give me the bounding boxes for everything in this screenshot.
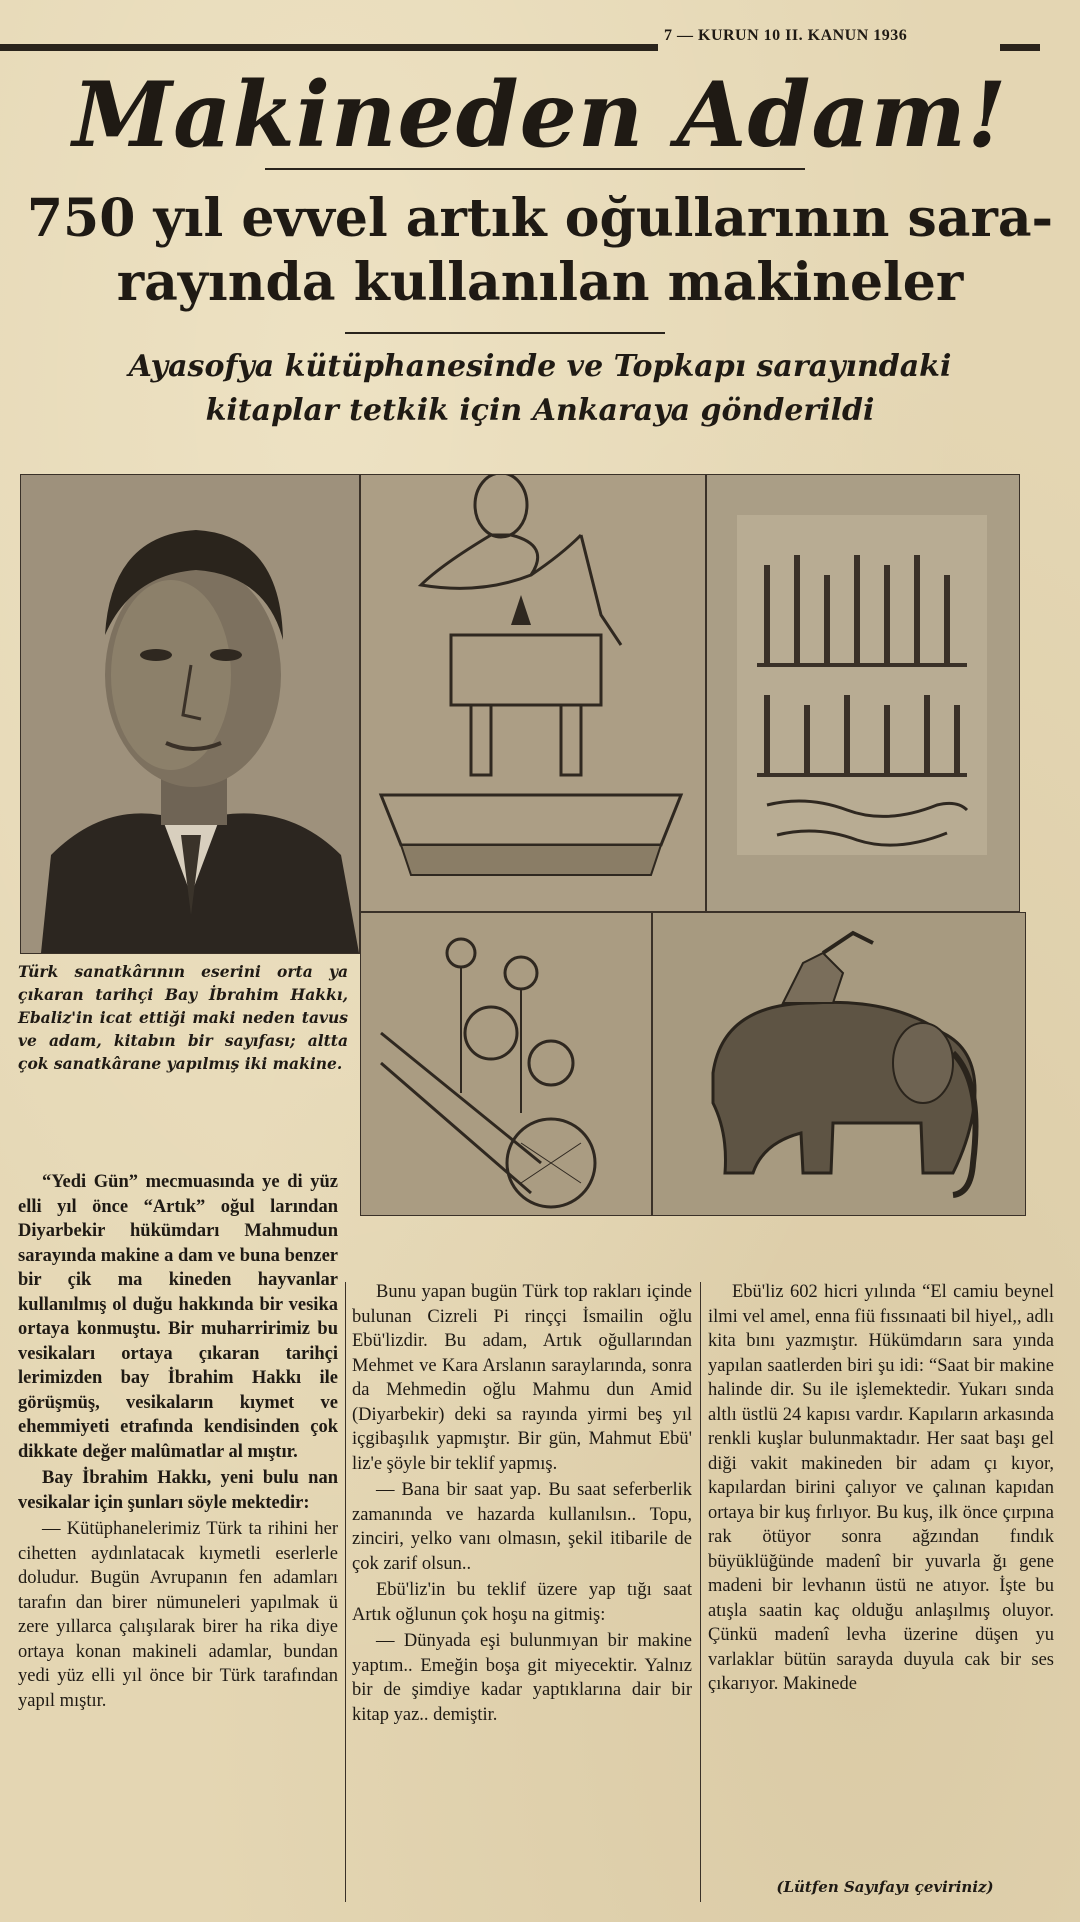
portrait-photo: [20, 474, 360, 954]
elephant-clock-illustration: [652, 912, 1026, 1216]
column-divider-1: [345, 1282, 346, 1902]
peacock-machine-illustration: [360, 474, 706, 912]
subhead-line-1: 750 yıl evvel artık oğullarının sara-: [26, 188, 1054, 249]
headline-rule: [265, 168, 805, 170]
photo-caption: Türk sanatkârının eserini orta ya çıkaran tarihçi Bay İbrahim Hakkı, Ebaliz'in icat ettiği maki neden tavus ve adam, kitabın bir sayıfası; altta çok sanatkârane yapılmış iki makine.: [18, 962, 348, 1073]
article-column-3: [708, 1280, 1054, 1697]
headline: Makineden Adam!: [72, 62, 1008, 168]
article-paragraph: Ebü'liz 602 hicri yılında “El camiu beynel ilmi vel amel, enna fiü fıssınaati bil hiyel,, adlı kita bını yazmıştır. Hükümdarın sara yında yapılan saatlerden biri şu idi: “Saat bir makine halinde dir. Su ile işlemektedir. Yukarı sında altlı üstlü 24 kapısı vardır. Kapıların arkasında renkli kuşlar bulunmaktadır. Her saat başı gel diği vakit makineden bir adam çı kıyor, kapılardan birini çalıyor ve çalınan kapıdan ortaya bir kuş fırlıyor. Bu kuş, ilk önce çırpına rak ötüyor sonra ağzından fındık büyüklüğünde madenî bir yuvarla ğı gene madeni bir levhanın üstü ne atıyor. İşte bu atışla saatin kaç olduğu anlaşılmış oluyor. Çünkü madenî levha üzerine düşen yu varlaklar bütün sarayda duyula cak bir ses çıkarıyor. Makinede: [708, 1282, 1054, 1694]
article-column-1: [18, 1170, 338, 1713]
article-paragraph: Bunu yapan bugün Türk top rakları içinde bulunan Cizreli Pi rinççi İsmailin oğlu Ebü'lizdir. Bu adam, Artık oğullarından Mehmet ve Kara Arslanın saraylarında, sonra da Mehmedin oğlu Mahmu dun Amid (Diyarbekir) deki sa rayında yirmi beş yıl içgibaşılık yapmıştır. Bir gün, Mahmut Ebü' liz'e şöyle bir teklif yapmış.: [352, 1282, 692, 1474]
article-paragraph: Ebü'liz'in bu teklif üzere yap tığı saat Artık oğlunun çok hoşu na gitmiş:: [352, 1580, 692, 1625]
masthead-rule-right: [1000, 44, 1040, 51]
article-paragraph: — Kütüphanelerimiz Türk ta rihini her cihetten aydınlatacak kıymetli eserlerle doludur. Bugün Avrupanın fen adamları tarafın dan birer nümuneleri yapılmak ü zere yıllarca çalışılarak birer ha rika diye ortaya konan makineli adamlar, bundan yedi yüz elli yıl önce bir Türk tarafından yapıl mıştır.: [18, 1519, 338, 1711]
deck-line-1: Ayasofya kütüphanesinde ve Topkapı sarayındaki: [128, 349, 952, 384]
masthead-text: 7 — KURUN 10 II. KANUN 1936: [664, 27, 908, 44]
deck-line-2: kitaplar tetkik için Ankaraya gönderildi: [205, 393, 875, 428]
column-divider-2: [700, 1282, 701, 1902]
subhead-rule: [345, 332, 665, 334]
article-paragraph: — Dünyada eşi bulunmıyan bir makine yaptım.. Emeğin boşa git miyecektir. Yalnız bir de şimdiye kadar yaptıklarına dair bir kitap yaz.. demiştir.: [352, 1631, 692, 1725]
article-paragraph: — Bana bir saat yap. Bu saat seferberlik zamanında ve hazarda kullanılsın.. Topu, zinciri, yelko vanı olmasın, şekil itibarile de çok zarif olsun..: [352, 1480, 692, 1574]
man-machine-illustration: [360, 912, 652, 1216]
article-paragraph: “Yedi Gün” mecmuasında ye di yüz elli yıl önce “Artık” oğul larından Diyarbekir hükümdarı Mahmudun sarayında makine a dam ve buna benzer bir çik ma kineden hayvanlar kullanılmış ol duğu hakkında bir vesika ortaya konmuştu. Bir muharririmiz bu vesikaları ortaya çıkaran tarihçi lerimizden bay İbrahim Hakkı ile görüşmüş, vesikaların kıymet ve ehemmiyeti etrafında kendisinden çok dikkate değer malûmatlar al mıştır.: [18, 1172, 338, 1462]
continued-note: (Lütfen Sayıfayı çeviriniz): [776, 1878, 994, 1896]
masthead-rule-left: [0, 44, 658, 51]
article-column-2: [352, 1280, 692, 1727]
subhead-line-2: rayında kullanılan makineler: [116, 252, 964, 313]
article-paragraph: Bay İbrahim Hakkı, yeni bulu nan vesikalar için şunları söyle mektedir:: [18, 1468, 338, 1513]
manuscript-page: [706, 474, 1020, 912]
